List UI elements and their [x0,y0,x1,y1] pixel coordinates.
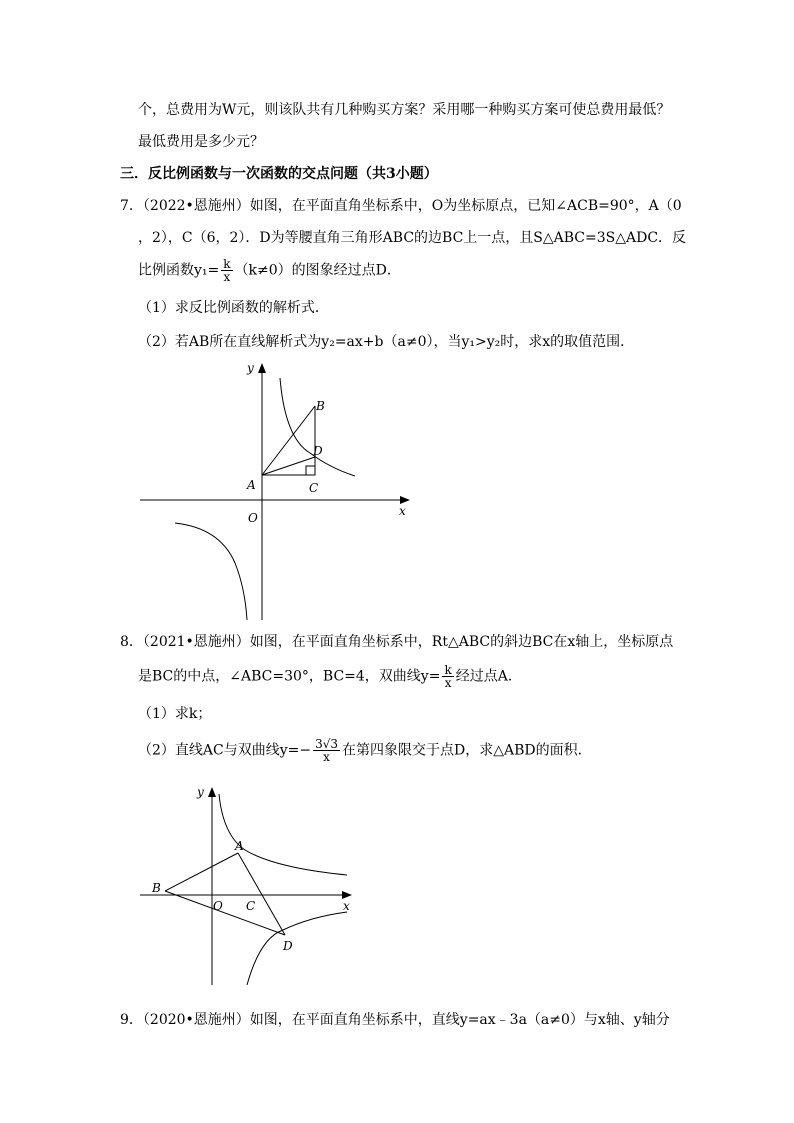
label-A: A [247,478,256,492]
hyperbola-branch-q1 [280,378,355,476]
hyperbola-branch-q4 [247,912,347,985]
q8-sub2-fraction [313,738,340,763]
hyperbola-branch-q3 [175,523,247,620]
q8-sub2-fraction-numerator: 3√3 [315,737,339,751]
label-C: C [309,481,319,495]
q7-line3-text-a: 比例函数y₁= [138,262,220,279]
y-axis-arrow [258,363,266,373]
q7-line3 [138,258,401,283]
q8-sub2 [138,738,592,763]
label-B: B [316,399,325,413]
q8-line2-text-b: 经过点A． [455,668,522,685]
q7-fraction-numerator: k [223,257,231,271]
segment-AB [262,406,315,475]
hyperbola-branch-q1 [219,794,347,875]
label-y: y [197,785,204,799]
label-O: O [213,899,223,913]
q9-line1: 9．（2020•恩施州）如图，在平面直角坐标系中，直线y=ax﹣3a（a≠0）与x轴、y轴分 [120,1012,670,1028]
q7-fraction [221,258,232,283]
figure-q7 [135,358,425,628]
label-D: D [313,444,323,458]
q8-sub2-text-b: 在第四象限交于点D，求△ABD的面积． [342,742,592,759]
q8-line2-text-a: 是BC的中点，∠ABC=30°，BC=4，双曲线y= [138,668,441,685]
q8-sub2-fraction-denominator: x [323,750,330,764]
q8-fraction-numerator: k [444,663,452,677]
label-x: x [399,504,406,518]
problem6-continuation-line1: 个，总费用为W元，则该队共有几种购买方案？采用哪一种购买方案可使总费用最低？ [138,102,671,118]
label-O: O [248,511,258,525]
y-axis-arrow [208,787,216,797]
label-C: C [246,899,256,913]
q7-line1: 7．（2022•恩施州）如图，在平面直角坐标系中，O为坐标原点，已知∠ACB=90°，A（0 [120,198,682,214]
x-axis-arrow [400,496,410,504]
label-y: y [247,361,254,375]
right-angle-mark [306,466,315,475]
q8-line2 [138,664,522,689]
q7-sub1: （1）求反比例函数的解析式． [138,300,329,316]
segment-BD [165,891,285,935]
label-A: A [235,839,244,853]
q8-line1: 8．（2021•恩施州）如图，在平面直角坐标系中，Rt△ABC的斜边BC在x轴上，坐标原点 [120,634,674,650]
problem6-continuation-line2: 最低费用是多少元？ [138,134,264,150]
label-D: D [283,939,293,953]
segment-BA [165,853,238,891]
q8-sub2-text-a: （2）直线AC与双曲线y=− [138,742,312,759]
q7-line3-text-b: （k≠0）的图象经过点D． [234,262,401,279]
q8-fraction [442,664,453,689]
figure-q8 [135,780,365,990]
label-x: x [343,899,350,913]
x-axis-arrow [342,891,352,899]
q8-sub1: （1）求k； [138,706,212,722]
segment-AD [238,853,285,935]
q8-fraction-denominator: x [444,676,452,690]
q7-fraction-denominator: x [223,270,231,284]
label-B: B [152,881,161,895]
q7-sub2: （2）若AB所在直线解析式为y₂=ax+b（a≠0），当y₁>y₂时，求x的取值范围． [138,334,635,350]
section-heading: 三．反比例函数与一次函数的交点问题（共3小题） [120,166,438,182]
q7-line2: ，2），C（6，2）．D为等腰直角三角形ABC的边BC上一点，且S△ABC=3S△ADC．反 [138,230,687,246]
